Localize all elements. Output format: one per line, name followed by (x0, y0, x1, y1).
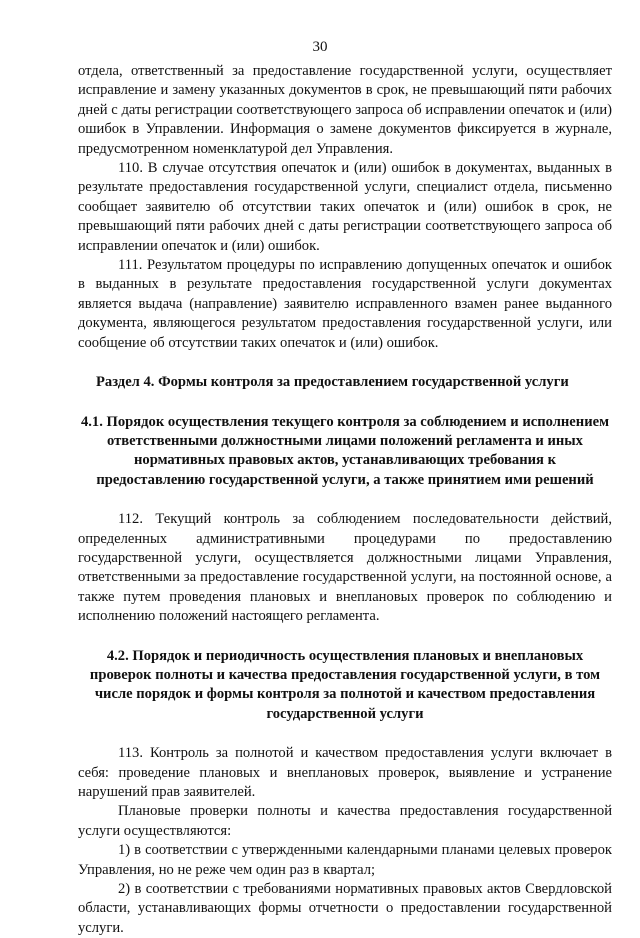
paragraph-112: 112. Текущий контроль за соблюдением последовательности действий, определенных административными процедурами по предоставлению государственной услуги, осуществляется должностными лицами Управления, ответственными за предоставление государственной услуги, на постоянной основе, а также путем проведения плановых и внеплановых проверок по соблюдению и исполнению положений настоящего регламента. (78, 511, 612, 625)
paragraph-planned-checks: Плановые проверки полноты и качества предоставления государственной услуги осуществляются: (78, 803, 612, 839)
subsection-4-2-heading: 4.2. Порядок и периодичность осуществления плановых и внеплановых проверок полноты и качества предоставления государственной услуги, в том числе порядок и формы контроля за полнотой и качеством предоставления государственной услуги (89, 647, 601, 722)
section-4-heading: Раздел 4. Формы контроля за предоставлением государственной услуги (96, 374, 569, 391)
list-item-1: 1) в соответствии с утвержденными календарными планами целевых проверок Управления, но не реже чем один раз в квартал; (78, 842, 612, 878)
list-item-2: 2) в соответствии с требованиями нормативных правовых актов Свердловской области, устанавливающих формы отчетности о предоставлении государственной услуги. (78, 881, 612, 936)
paragraph-113: 113. Контроль за полнотой и качеством предоставления услуги включает в себя: проведение плановых и внеплановых проверок, выявление и устранение нарушений прав заявителей. (78, 745, 612, 800)
paragraph-111: 111. Результатом процедуры по исправлению допущенных опечаток и ошибок в выданных в результате предоставления государственной услуги документах является выдача (направление) заявителю исправленного взамен ранее выданного документа, являющегося результатом предоставления государственной услуги, или сообщение об отсутствии таких опечаток и (или) ошибок. (78, 257, 612, 351)
document-body (78, 62, 612, 938)
paragraph-110: 110. В случае отсутствия опечаток и (или) ошибок в документах, выданных в результате предоставления государственной услуги, специалист отдела, письменно сообщает заявителю об отсутствии таких опечаток и (или) ошибок в срок, не превышающий пяти рабочих дней с даты регистрации соответствующего запроса об исправлении опечаток и (или) ошибок. (78, 160, 612, 254)
paragraph-continuation: отдела, ответственный за предоставление государственной услуги, осуществляет исправление и замену указанных документов в срок, не превышающий пяти рабочих дней с даты регистрации соответствующего запроса об исправлении опечаток и (или) ошибок в Управлении. Информация о замене документов фиксируется в журнале, предусмотренном номенклатурой дел Управления. (78, 63, 612, 157)
subsection-4-1-heading: 4.1. Порядок осуществления текущего контроля за соблюдением и исполнением ответственными должностными лицами положений регламента и иных нормативных правовых актов, устанавливающих требования к предоставлению государственной услуги, а также принятием ими решений (80, 413, 610, 488)
page-number: 30 (312, 39, 328, 55)
